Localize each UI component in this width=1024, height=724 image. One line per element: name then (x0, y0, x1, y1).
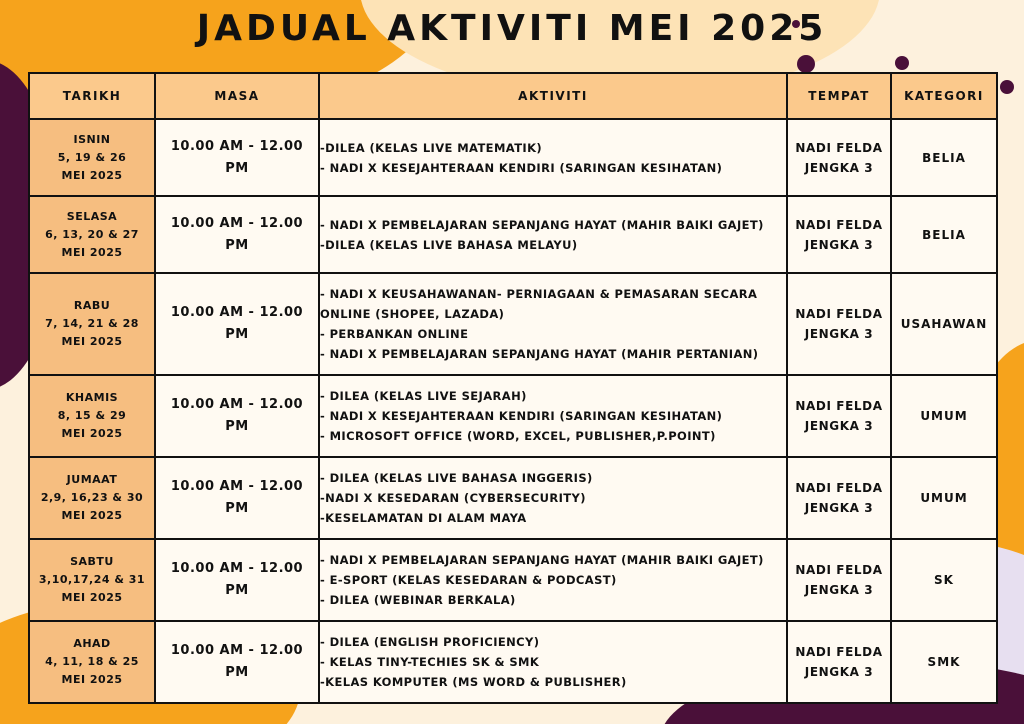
day-label: RABU (73, 299, 111, 312)
table-header-row (29, 73, 997, 119)
month-label: MEI 2025 (61, 427, 123, 440)
activity-item: - E-SPORT (KELAS KESEDARAN & PODCAST) (320, 573, 617, 587)
time-line: 10.00 AM - 12.00 (170, 561, 304, 576)
table-row (29, 457, 997, 539)
day-label: SABTU (70, 555, 114, 568)
month-label: MEI 2025 (61, 245, 123, 259)
tarikh-cell (29, 457, 155, 539)
place-line: NADI FELDA (795, 399, 883, 413)
tarikh-cell (29, 375, 155, 457)
table-row (29, 273, 997, 375)
table-row (29, 375, 997, 457)
place-line: NADI FELDA (795, 217, 883, 232)
table-row (29, 621, 997, 703)
table-row (29, 539, 997, 621)
activity-item: - KELAS TINY-TECHIES SK & SMK (320, 655, 540, 669)
tempat-cell (787, 375, 891, 457)
kategori-cell: SMK (891, 621, 997, 703)
time-line: PM (225, 665, 249, 680)
place-line: NADI FELDA (795, 481, 883, 495)
tempat-cell (787, 196, 891, 273)
aktiviti-cell (319, 273, 787, 375)
masa-cell (155, 119, 319, 196)
dates-label: 7, 14, 21 & 28 (45, 317, 139, 330)
place-line: NADI FELDA (795, 307, 883, 321)
activity-item: - NADI X PEMBELAJARAN SEPANJANG HAYAT (MAHIR PERTANIAN) (320, 347, 759, 361)
masa-cell (155, 539, 319, 621)
place-line: NADI FELDA (795, 645, 883, 659)
month-label: MEI 2025 (61, 591, 123, 604)
tempat-cell (787, 621, 891, 703)
time-line: PM (225, 583, 249, 598)
tarikh-cell (29, 119, 155, 196)
activity-item: - PERBANKAN ONLINE (320, 327, 469, 341)
dot (797, 55, 815, 73)
activity-item: -NADI X KESEDARAN (CYBERSECURITY) (320, 491, 586, 505)
place-line: NADI FELDA (795, 140, 883, 155)
time-line: PM (225, 327, 249, 342)
activity-item: ONLINE (SHOPEE, LAZADA) (320, 307, 505, 321)
aktiviti-cell (319, 196, 787, 273)
dates-label: 8, 15 & 29 (57, 409, 127, 422)
activity-item: -DILEA (KELAS LIVE MATEMATIK) (320, 140, 543, 155)
month-label: MEI 2025 (61, 335, 123, 348)
activity-item: - MICROSOFT OFFICE (WORD, EXCEL, PUBLISHER,P.POINT) (320, 429, 716, 443)
table-row (29, 119, 997, 196)
tempat-cell (787, 539, 891, 621)
month-label: MEI 2025 (61, 673, 123, 686)
place-line: JENGKA 3 (804, 237, 874, 252)
dot (1000, 80, 1014, 94)
place-line: JENGKA 3 (804, 327, 874, 341)
time-line: 10.00 AM - 12.00 (170, 215, 304, 231)
tarikh-cell (29, 196, 155, 273)
month-label: MEI 2025 (61, 509, 123, 522)
schedule-table (28, 72, 998, 704)
aktiviti-cell (319, 457, 787, 539)
time-line: 10.00 AM - 12.00 (170, 138, 304, 154)
header-tempat: TEMPAT (787, 73, 891, 119)
tarikh-cell (29, 621, 155, 703)
dates-label: 2,9, 16,23 & 30 (40, 491, 144, 504)
tarikh-cell (29, 273, 155, 375)
activity-item: - NADI X KESEJAHTERAAN KENDIRI (SARINGAN KESIHATAN) (320, 160, 723, 175)
masa-cell (155, 375, 319, 457)
aktiviti-cell (319, 621, 787, 703)
day-label: KHAMIS (65, 391, 119, 404)
activity-item: - NADI X PEMBELAJARAN SEPANJANG HAYAT (MAHIR BAIKI GAJET) (320, 217, 764, 232)
activity-item: -KELAS KOMPUTER (MS WORD & PUBLISHER) (320, 675, 627, 689)
header-masa: MASA (155, 73, 319, 119)
activity-item: - NADI X PEMBELAJARAN SEPANJANG HAYAT (MAHIR BAIKI GAJET) (320, 553, 764, 567)
time-line: 10.00 AM - 12.00 (170, 305, 304, 320)
kategori-cell: UMUM (891, 375, 997, 457)
activity-item: - DILEA (ENGLISH PROFICIENCY) (320, 635, 540, 649)
place-line: JENGKA 3 (804, 160, 874, 175)
time-line: 10.00 AM - 12.00 (170, 479, 304, 494)
time-line: PM (225, 237, 249, 253)
kategori-cell: USAHAWAN (891, 273, 997, 375)
dates-label: 4, 11, 18 & 25 (45, 655, 139, 668)
time-line: 10.00 AM - 12.00 (170, 643, 304, 658)
time-line: PM (225, 160, 249, 176)
tempat-cell (787, 457, 891, 539)
time-line: PM (225, 419, 249, 434)
dates-label: 3,10,17,24 & 31 (38, 573, 146, 586)
activity-item: - NADI X KEUSAHAWANAN- PERNIAGAAN & PEMASARAN SECARA (320, 287, 758, 301)
aktiviti-cell (319, 119, 787, 196)
aktiviti-cell (319, 539, 787, 621)
day-label: ISNIN (73, 132, 111, 146)
table-row (29, 196, 997, 273)
place-line: JENGKA 3 (804, 665, 874, 679)
dates-label: 5, 19 & 26 (57, 150, 127, 164)
kategori-cell: SK (891, 539, 997, 621)
day-label: AHAD (73, 637, 111, 650)
tempat-cell (787, 273, 891, 375)
activity-item: - DILEA (KELAS LIVE BAHASA INGGERIS) (320, 471, 593, 485)
activity-item: - NADI X KESEJAHTERAAN KENDIRI (SARINGAN KESIHATAN) (320, 409, 723, 423)
place-line: JENGKA 3 (804, 419, 874, 433)
aktiviti-cell (319, 375, 787, 457)
tempat-cell (787, 119, 891, 196)
header-kategori: KATEGORI (891, 73, 997, 119)
masa-cell (155, 196, 319, 273)
dot (895, 56, 909, 70)
place-line: JENGKA 3 (804, 583, 874, 597)
day-label: SELASA (66, 209, 118, 223)
header-tarikh: TARIKH (29, 73, 155, 119)
place-line: JENGKA 3 (804, 501, 874, 515)
dates-label: 6, 13, 20 & 27 (45, 227, 139, 241)
activity-item: - DILEA (WEBINAR BERKALA) (320, 593, 516, 607)
kategori-cell: BELIA (891, 119, 997, 196)
day-label: JUMAAT (66, 473, 118, 486)
header-aktiviti: AKTIVITI (319, 73, 787, 119)
activity-item: -DILEA (KELAS LIVE BAHASA MELAYU) (320, 237, 578, 252)
masa-cell (155, 621, 319, 703)
activity-item: - DILEA (KELAS LIVE SEJARAH) (320, 389, 527, 403)
page-title: JADUAL AKTIVITI MEI 2025 (196, 8, 828, 49)
masa-cell (155, 457, 319, 539)
time-line: 10.00 AM - 12.00 (170, 397, 304, 412)
kategori-cell: BELIA (891, 196, 997, 273)
time-line: PM (225, 501, 249, 516)
masa-cell (155, 273, 319, 375)
month-label: MEI 2025 (61, 168, 123, 182)
tarikh-cell (29, 539, 155, 621)
kategori-cell: UMUM (891, 457, 997, 539)
place-line: NADI FELDA (795, 563, 883, 577)
activity-item: -KESELAMATAN DI ALAM MAYA (320, 511, 527, 525)
